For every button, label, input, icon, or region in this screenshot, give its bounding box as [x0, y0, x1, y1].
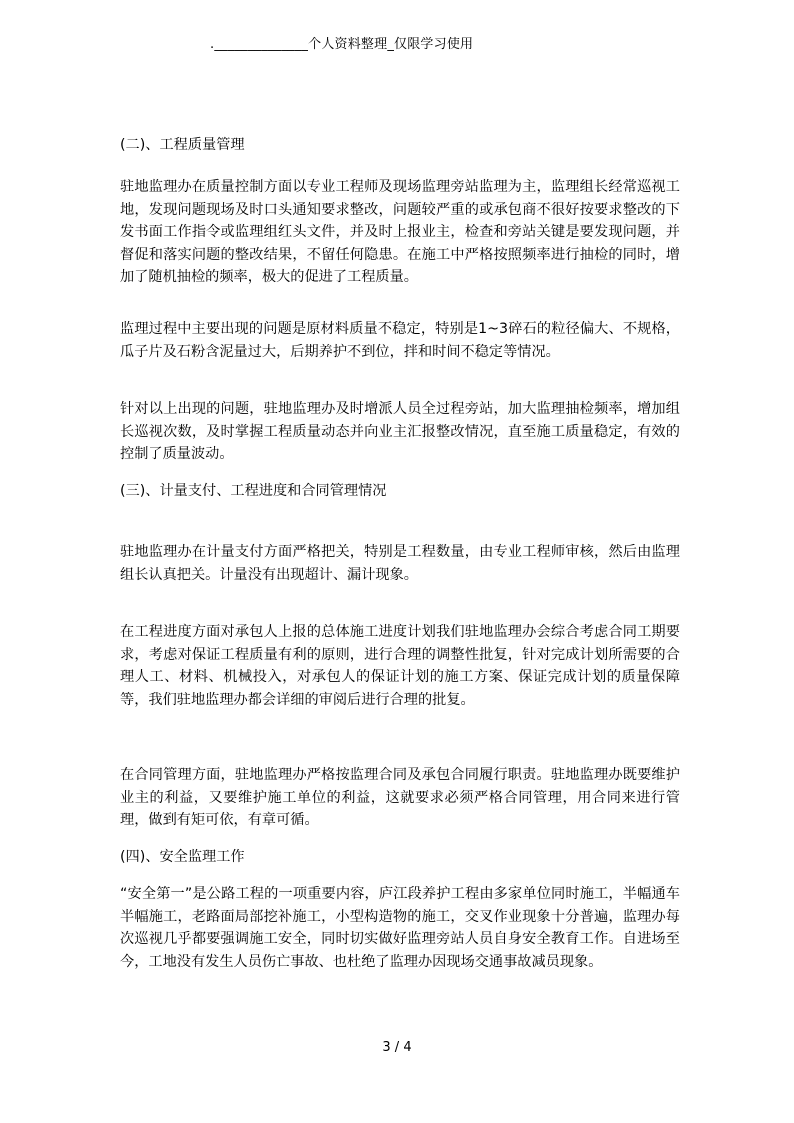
paragraph-quality-measures: 针对以上出现的问题，驻地监理办及时增派人员全过程旁站，加大监理抽检频率，增加组长巡视次数，及时掌握工程质量动态并向业主汇报整改情况，直至施工质量稳定，有效的控制了质量波动。	[120, 401, 680, 462]
section-heading-payment-progress-contract: (三)、计量支付、工程进度和合同管理情况	[120, 483, 387, 499]
page-number: 3 / 4	[382, 1040, 412, 1055]
page-header	[210, 36, 590, 54]
paragraph-quality-control: 驻地监理办在质量控制方面以专业工程师及现场监理旁站监理为主，监理组长经常巡视工地，发现问题现场及时口头通知要求整改，问题较严重的或承包商不很好按要求整改的下发书面工作指令或监理组红头文件，并及时上报业主，检查和旁站关键是要发现问题，并督促和落实问题的整改结果，不留任何隐患。在施工中严格按照频率进行抽检的同时，增加了随机抽检的频率，极大的促进了工程质量。	[120, 179, 680, 285]
section-heading-safety: (四)、安全监理工作	[120, 849, 245, 865]
paragraph-contract: 在合同管理方面，驻地监理办严格按监理合同及承包合同履行职责。驻地监理办既要维护业主的利益，又要维护施工单位的利益，这就要求必须严格合同管理，用合同来进行管理，做到有矩可依，有章可循。	[120, 767, 680, 828]
paragraph-safety: “安全第一”是公路工程的一项重要内容，庐江段养护工程由多家单位同时施工，半幅通车半幅施工，老路面局部挖补施工，小型构造物的施工，交叉作业现象十分普遍，监理办每次巡视几乎都要强调施工安全，同时切实做好监理旁站人员自身安全教育工作。自进场至今，工地没有发生人员伤亡事故、也杜绝了监理办因现场交通事故减员现象。	[120, 886, 680, 970]
paragraph-quality-problems: 监理过程中主要出现的问题是原材料质量不稳定，特别是1~3碎石的粒径偏大、不规格，瓜子片及石粉含泥量过大，后期养护不到位，拌和时间不稳定等情况。	[120, 321, 680, 360]
paragraph-progress: 在工程进度方面对承包人上报的总体施工进度计划我们驻地监理办会综合考虑合同工期要求，考虑对保证工程质量有利的原则，进行合理的调整性批复，针对完成计划所需要的合理人工、材料、机械投入，对承包人的保证计划的施工方案、保证完成计划的质量保障等，我们驻地监理办都会详细的审阅后进行合理的批复。	[120, 624, 680, 708]
header-text: .______________个人资料整理_仅限学习使用	[210, 37, 474, 52]
page-footer	[0, 1039, 794, 1057]
section-heading-quality: (二)、工程质量管理	[120, 137, 245, 153]
paragraph-payment: 驻地监理办在计量支付方面严格把关，特别是工程数量，由专业工程师审核，然后由监理组长认真把关。计量没有出现超计、漏计现象。	[120, 544, 680, 583]
